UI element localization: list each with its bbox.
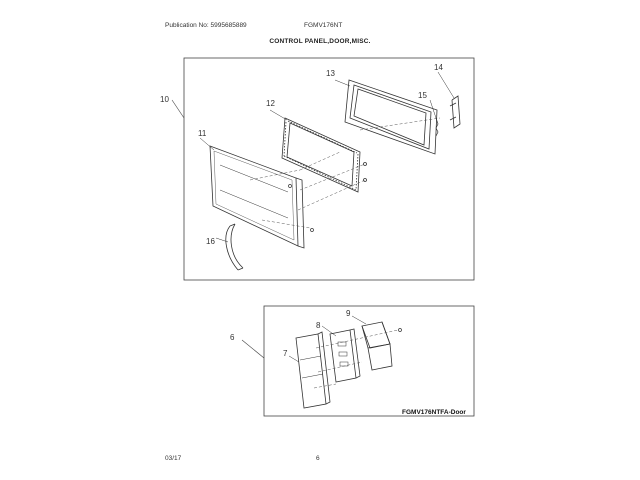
control-board-part-8 — [322, 326, 360, 382]
part-label-6: 6 — [230, 333, 235, 342]
publication-number: Publication No: 5995685889 — [165, 22, 247, 29]
part-label-10: 10 — [160, 95, 169, 104]
model-number: FGMV176NT — [304, 22, 343, 29]
door-panel-part-11 — [200, 138, 304, 248]
part-label-8: 8 — [316, 321, 321, 330]
footer-page-number: 6 — [316, 455, 320, 462]
part-label-13: 13 — [326, 69, 335, 78]
diagram-caption: FGMV176NTFA-Door — [402, 409, 466, 416]
explode-lines-upper — [250, 118, 440, 228]
control-panel-part-7 — [289, 332, 330, 408]
footer-date: 03/17 — [165, 455, 182, 462]
explode-lines-lower — [314, 330, 398, 388]
part-label-15: 15 — [418, 91, 427, 100]
part-label-7: 7 — [283, 349, 288, 358]
screw-lower — [399, 329, 402, 332]
upper-assembly-frame — [172, 58, 474, 280]
latch-bracket-part-14 — [438, 72, 460, 128]
part-label-11: 11 — [198, 129, 207, 138]
handle-part-16 — [216, 224, 243, 270]
door-choke-frame-part-12 — [270, 110, 367, 192]
part-label-12: 12 — [266, 99, 275, 108]
part-label-16: 16 — [206, 237, 215, 246]
part-label-14: 14 — [434, 63, 443, 72]
page-title: CONTROL PANEL,DOOR,MISC. — [269, 38, 371, 45]
part-label-9: 9 — [346, 309, 351, 318]
